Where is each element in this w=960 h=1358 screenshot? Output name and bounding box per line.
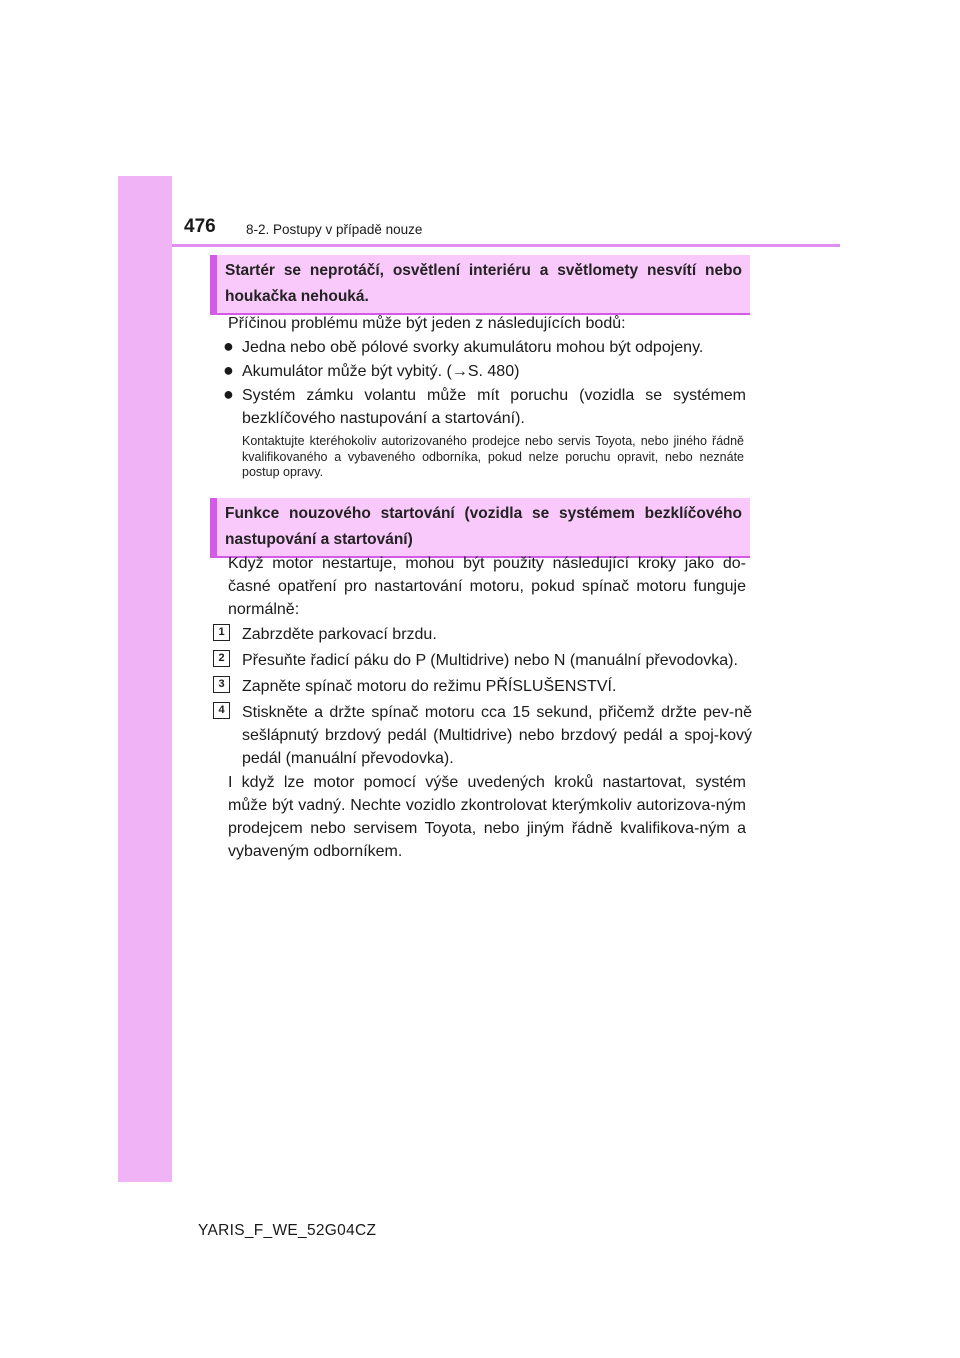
section2-closing: I když lze motor pomocí výše uvedených kroků nastartovat, systém může být vadný. Nechte vozidlo zkontrolovat kterýmkoliv autorizova-ným prodejcem nebo servisem Toyota, nebo jiným řádně kvalifikova-ným a vybaveným odborníkem. xyxy=(228,774,746,860)
section1-bullet-1: Jedna nebo obě pólové svorky akumulátoru mohou být odpojeny. xyxy=(242,339,704,356)
step-number-1: 1 xyxy=(213,624,230,641)
section1-heading: Startér se neprotáčí, osvětlení interiéru a světlomety nesvítí nebo houkačka nehouká. xyxy=(210,255,750,315)
section2-intro: Když motor nestartuje, mohou být použity následující kroky jako do-časné opatření pro nastartování motoru, pokud spínač motoru funguje normálně: xyxy=(228,555,746,618)
step-number-3: 3 xyxy=(213,676,230,693)
step-2-text: Přesuňte řadicí páku do P (Multidrive) nebo N (manuální převodovka). xyxy=(242,652,738,669)
side-color-band xyxy=(118,176,172,1182)
bullet-icon: ● xyxy=(223,336,234,356)
step-1-text: Zabrzděte parkovací brzdu. xyxy=(242,626,437,643)
bullet-icon: ● xyxy=(223,360,234,380)
step-3-text: Zapněte spínač motoru do režimu PŘÍSLUŠENSTVÍ. xyxy=(242,678,617,695)
page-number: 476 xyxy=(184,216,216,237)
section1-bullet-3: Systém zámku volantu může mít poruchu (vozidla se systémem bezklíčového nastupování a startování). xyxy=(242,387,746,427)
bullet-icon: ● xyxy=(223,384,234,404)
header-rule xyxy=(172,244,840,247)
footer-code: YARIS_F_WE_52G04CZ xyxy=(198,1222,377,1239)
section1-bullet-2: Akumulátor může být vybitý. (→S. 480) xyxy=(242,363,520,380)
section2-heading: Funkce nouzového startování (vozidla se systémem bezklíčového nastupování a startování) xyxy=(210,498,750,558)
step-number-2: 2 xyxy=(213,650,230,667)
step-number-4: 4 xyxy=(213,702,230,719)
section1-note: Kontaktujte kteréhokoliv autorizovaného prodejce nebo servis Toyota, nebo jiného řádně kvalifikovaného a vybaveného odborníka, pokud nelze poruchu opravit, nebo neznáte postup opravy. xyxy=(242,434,744,479)
section-title: 8-2. Postupy v případě nouze xyxy=(246,222,423,237)
section1-intro: Příčinou problému může být jeden z následujících bodů: xyxy=(228,315,626,332)
step-4-text: Stiskněte a držte spínač motoru cca 15 sekund, přičemž držte pev-ně sešlápnutý brzdový pedál (Multidrive) nebo brzdový pedál a spoj-kový pedál (manuální převodovka). xyxy=(242,704,752,767)
